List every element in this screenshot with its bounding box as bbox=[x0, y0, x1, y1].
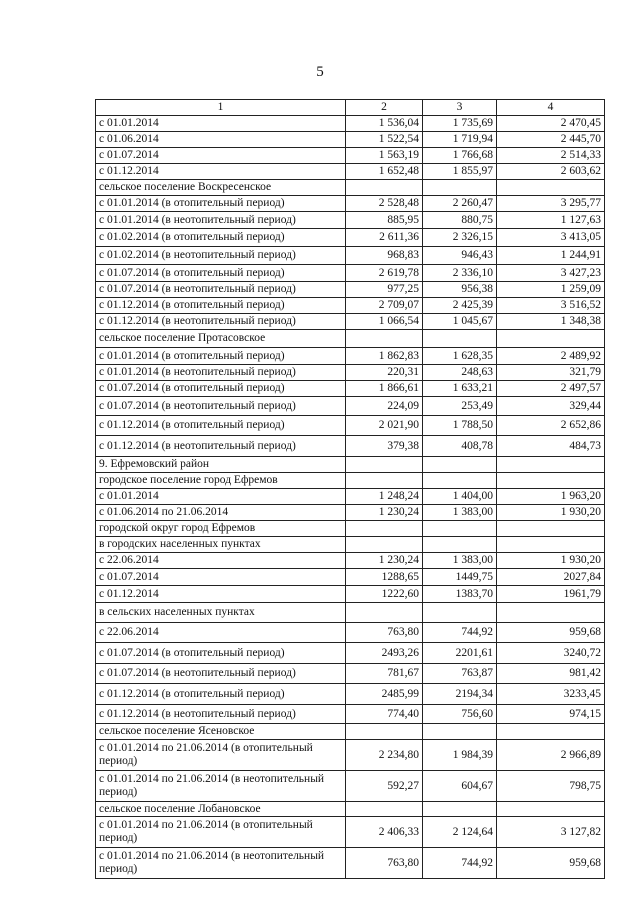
tariff-value bbox=[497, 473, 605, 489]
tariff-value: 1449,75 bbox=[423, 569, 497, 586]
tariff-value: 1 735,69 bbox=[423, 116, 497, 132]
tariff-value bbox=[423, 457, 497, 473]
tariff-value: 1 536,04 bbox=[346, 116, 423, 132]
tariff-value: 2 497,57 bbox=[497, 381, 605, 397]
tariff-value: 959,68 bbox=[497, 848, 605, 879]
tariff-value bbox=[346, 473, 423, 489]
page-number: 5 bbox=[316, 64, 324, 80]
table-row bbox=[96, 724, 605, 740]
tariff-value: 1288,65 bbox=[346, 569, 423, 586]
section-label: сельское поселение Воскресенское bbox=[96, 180, 346, 196]
tariff-value: 1 383,00 bbox=[423, 553, 497, 569]
tariff-value: 2027,84 bbox=[497, 569, 605, 586]
tariff-value: 974,15 bbox=[497, 705, 605, 724]
tariff-value: 321,79 bbox=[497, 365, 605, 381]
table-row bbox=[96, 330, 605, 348]
tariff-value: 763,80 bbox=[346, 623, 423, 643]
tariff-value: 1 855,97 bbox=[423, 164, 497, 180]
period-label: с 01.12.2014 bbox=[96, 164, 346, 180]
tariff-value: 1 127,63 bbox=[497, 212, 605, 229]
tariff-value: 885,95 bbox=[346, 212, 423, 229]
period-label: с 01.01.2014 (в неотопительный период) bbox=[96, 212, 346, 229]
tariff-value: 774,40 bbox=[346, 705, 423, 724]
tariff-value: 1 862,83 bbox=[346, 348, 423, 365]
tariff-value: 2 234,80 bbox=[346, 740, 423, 771]
tariff-value: 763,87 bbox=[423, 664, 497, 684]
tariff-value bbox=[497, 537, 605, 553]
tariff-table bbox=[95, 99, 605, 879]
table-row bbox=[96, 180, 605, 196]
table-row bbox=[96, 381, 605, 397]
table-row bbox=[96, 212, 605, 229]
period-label: с 01.12.2014 (в отопительный период) bbox=[96, 684, 346, 705]
tariff-value: 1 633,21 bbox=[423, 381, 497, 397]
table-row bbox=[96, 521, 605, 537]
period-label: с 01.07.2014 (в отопительный период) bbox=[96, 265, 346, 282]
tariff-value: 1 045,67 bbox=[423, 314, 497, 330]
tariff-value: 781,67 bbox=[346, 664, 423, 684]
tariff-value bbox=[497, 330, 605, 348]
tariff-value: 1 652,48 bbox=[346, 164, 423, 180]
tariff-value: 1 866,61 bbox=[346, 381, 423, 397]
period-label: с 01.12.2014 (в неотопительный период) bbox=[96, 314, 346, 330]
tariff-value: 484,73 bbox=[497, 436, 605, 457]
table-row bbox=[96, 457, 605, 473]
tariff-value: 3 127,82 bbox=[497, 817, 605, 848]
table-row bbox=[96, 365, 605, 381]
period-label: с 01.06.2014 bbox=[96, 132, 346, 148]
table-row bbox=[96, 802, 605, 817]
tariff-value: 2 709,07 bbox=[346, 298, 423, 314]
tariff-value bbox=[497, 802, 605, 817]
tariff-value: 220,31 bbox=[346, 365, 423, 381]
tariff-value: 2485,99 bbox=[346, 684, 423, 705]
tariff-value bbox=[423, 802, 497, 817]
tariff-value: 1383,70 bbox=[423, 586, 497, 603]
tariff-value: 798,75 bbox=[497, 771, 605, 802]
tariff-value: 2 021,90 bbox=[346, 416, 423, 436]
tariff-value: 1 563,19 bbox=[346, 148, 423, 164]
tariff-table-body bbox=[96, 100, 605, 879]
period-label: с 22.06.2014 bbox=[96, 623, 346, 643]
tariff-value: 763,80 bbox=[346, 848, 423, 879]
tariff-value: 2 445,70 bbox=[497, 132, 605, 148]
tariff-value: 1961,79 bbox=[497, 586, 605, 603]
tariff-value: 1 719,94 bbox=[423, 132, 497, 148]
tariff-value bbox=[423, 537, 497, 553]
table-row bbox=[96, 196, 605, 212]
tariff-value bbox=[346, 537, 423, 553]
tariff-value: 981,42 bbox=[497, 664, 605, 684]
tariff-value: 1 984,39 bbox=[423, 740, 497, 771]
tariff-value: 1 248,24 bbox=[346, 489, 423, 505]
table-row bbox=[96, 817, 605, 848]
tariff-value: 2 406,33 bbox=[346, 817, 423, 848]
table-row bbox=[96, 505, 605, 521]
tariff-value: 2 603,62 bbox=[497, 164, 605, 180]
tariff-value: 2 326,15 bbox=[423, 229, 497, 247]
table-row bbox=[96, 436, 605, 457]
tariff-value bbox=[423, 521, 497, 537]
section-label: 9. Ефремовский район bbox=[96, 457, 346, 473]
period-label: с 01.07.2014 bbox=[96, 569, 346, 586]
tariff-value bbox=[423, 330, 497, 348]
period-label: с 01.01.2014 (в неотопительный период) bbox=[96, 365, 346, 381]
tariff-value: 1 348,38 bbox=[497, 314, 605, 330]
tariff-value: 248,63 bbox=[423, 365, 497, 381]
tariff-value: 2 489,92 bbox=[497, 348, 605, 365]
tariff-value: 2 528,48 bbox=[346, 196, 423, 212]
section-label: сельское поселение Протасовское bbox=[96, 330, 346, 348]
table-row bbox=[96, 265, 605, 282]
tariff-value: 2 652,86 bbox=[497, 416, 605, 436]
tariff-value: 880,75 bbox=[423, 212, 497, 229]
table-row bbox=[96, 771, 605, 802]
tariff-value bbox=[423, 603, 497, 623]
tariff-value: 1 383,00 bbox=[423, 505, 497, 521]
table-row bbox=[96, 229, 605, 247]
tariff-value: 604,67 bbox=[423, 771, 497, 802]
tariff-value bbox=[423, 180, 497, 196]
table-header-row bbox=[96, 100, 605, 116]
period-label: с 01.07.2014 bbox=[96, 148, 346, 164]
tariff-value: 1 766,68 bbox=[423, 148, 497, 164]
tariff-value bbox=[497, 180, 605, 196]
period-label: с 01.07.2014 (в отопительный период) bbox=[96, 381, 346, 397]
period-label: с 01.12.2014 (в отопительный период) bbox=[96, 416, 346, 436]
table-row bbox=[96, 553, 605, 569]
table-row bbox=[96, 348, 605, 365]
tariff-value: 2 966,89 bbox=[497, 740, 605, 771]
tariff-value: 329,44 bbox=[497, 397, 605, 416]
period-label: с 22.06.2014 bbox=[96, 553, 346, 569]
tariff-value: 2 336,10 bbox=[423, 265, 497, 282]
tariff-value: 2 619,78 bbox=[346, 265, 423, 282]
period-label: с 01.01.2014 bbox=[96, 116, 346, 132]
tariff-value bbox=[346, 521, 423, 537]
period-label: с 01.07.2014 (в неотопительный период) bbox=[96, 282, 346, 298]
tariff-value: 756,60 bbox=[423, 705, 497, 724]
column-header: 1 bbox=[96, 100, 346, 116]
period-label: с 01.02.2014 (в неотопительный период) bbox=[96, 247, 346, 265]
tariff-value bbox=[346, 724, 423, 740]
tariff-value: 3 413,05 bbox=[497, 229, 605, 247]
table-row bbox=[96, 116, 605, 132]
period-label: с 01.07.2014 (в отопительный период) bbox=[96, 643, 346, 664]
tariff-value: 968,83 bbox=[346, 247, 423, 265]
tariff-value: 253,49 bbox=[423, 397, 497, 416]
section-label: сельское поселение Лобановское bbox=[96, 802, 346, 817]
tariff-value: 1 404,00 bbox=[423, 489, 497, 505]
section-label: городское поселение город Ефремов bbox=[96, 473, 346, 489]
tariff-value bbox=[497, 521, 605, 537]
tariff-value: 2 514,33 bbox=[497, 148, 605, 164]
tariff-value: 3233,45 bbox=[497, 684, 605, 705]
table-row bbox=[96, 684, 605, 705]
period-label: с 01.12.2014 bbox=[96, 586, 346, 603]
period-label: с 01.01.2014 (в отопительный период) bbox=[96, 348, 346, 365]
tariff-value: 1 522,54 bbox=[346, 132, 423, 148]
period-label: с 01.12.2014 (в неотопительный период) bbox=[96, 436, 346, 457]
tariff-value bbox=[346, 457, 423, 473]
period-label: с 01.12.2014 (в отопительный период) bbox=[96, 298, 346, 314]
table-row bbox=[96, 416, 605, 436]
section-label: в городских населенных пунктах bbox=[96, 537, 346, 553]
table-row bbox=[96, 603, 605, 623]
section-label: в сельских населенных пунктах bbox=[96, 603, 346, 623]
tariff-value: 977,25 bbox=[346, 282, 423, 298]
tariff-value: 2493,26 bbox=[346, 643, 423, 664]
table-row bbox=[96, 664, 605, 684]
table-row bbox=[96, 623, 605, 643]
tariff-value: 1 230,24 bbox=[346, 505, 423, 521]
tariff-value: 1 930,20 bbox=[497, 553, 605, 569]
tariff-value: 2 425,39 bbox=[423, 298, 497, 314]
table-row bbox=[96, 705, 605, 724]
tariff-value: 1222,60 bbox=[346, 586, 423, 603]
tariff-value bbox=[497, 724, 605, 740]
tariff-value: 1 788,50 bbox=[423, 416, 497, 436]
tariff-value: 3 295,77 bbox=[497, 196, 605, 212]
period-label: с 01.07.2014 (в неотопительный период) bbox=[96, 397, 346, 416]
table-row bbox=[96, 164, 605, 180]
table-row bbox=[96, 569, 605, 586]
tariff-value: 3 516,52 bbox=[497, 298, 605, 314]
tariff-value: 2194,34 bbox=[423, 684, 497, 705]
tariff-value: 2 611,36 bbox=[346, 229, 423, 247]
period-label: с 01.07.2014 (в неотопительный период) bbox=[96, 664, 346, 684]
tariff-value: 959,68 bbox=[497, 623, 605, 643]
table-row bbox=[96, 586, 605, 603]
table-row bbox=[96, 397, 605, 416]
tariff-value: 946,43 bbox=[423, 247, 497, 265]
tariff-value: 408,78 bbox=[423, 436, 497, 457]
period-label: с 01.01.2014 по 21.06.2014 (в отопительный период) bbox=[96, 817, 346, 848]
tariff-value: 1 244,91 bbox=[497, 247, 605, 265]
tariff-value: 2201,61 bbox=[423, 643, 497, 664]
tariff-value: 1 230,24 bbox=[346, 553, 423, 569]
column-header: 4 bbox=[497, 100, 605, 116]
tariff-value: 224,09 bbox=[346, 397, 423, 416]
table-row bbox=[96, 740, 605, 771]
period-label: с 01.01.2014 по 21.06.2014 (в неотопительный период) bbox=[96, 848, 346, 879]
table-row bbox=[96, 247, 605, 265]
tariff-value bbox=[423, 724, 497, 740]
tariff-value: 1 628,35 bbox=[423, 348, 497, 365]
tariff-value: 1 259,09 bbox=[497, 282, 605, 298]
tariff-value bbox=[497, 457, 605, 473]
tariff-value bbox=[346, 802, 423, 817]
table-row bbox=[96, 537, 605, 553]
tariff-value bbox=[423, 473, 497, 489]
period-label: с 01.01.2014 (в отопительный период) bbox=[96, 196, 346, 212]
tariff-value bbox=[346, 330, 423, 348]
table-row bbox=[96, 132, 605, 148]
tariff-value: 3 427,23 bbox=[497, 265, 605, 282]
period-label: с 01.01.2014 по 21.06.2014 (в отопительный период) bbox=[96, 740, 346, 771]
table-row bbox=[96, 282, 605, 298]
column-header: 2 bbox=[346, 100, 423, 116]
period-label: с 01.01.2014 bbox=[96, 489, 346, 505]
table-row bbox=[96, 314, 605, 330]
tariff-value: 1 930,20 bbox=[497, 505, 605, 521]
tariff-value: 956,38 bbox=[423, 282, 497, 298]
period-label: с 01.02.2014 (в отопительный период) bbox=[96, 229, 346, 247]
tariff-value: 379,38 bbox=[346, 436, 423, 457]
section-label: сельское поселение Ясеновское bbox=[96, 724, 346, 740]
tariff-value: 1 066,54 bbox=[346, 314, 423, 330]
tariff-value: 2 124,64 bbox=[423, 817, 497, 848]
table-row bbox=[96, 848, 605, 879]
tariff-value bbox=[497, 603, 605, 623]
table-row bbox=[96, 643, 605, 664]
period-label: с 01.06.2014 по 21.06.2014 bbox=[96, 505, 346, 521]
tariff-value: 1 963,20 bbox=[497, 489, 605, 505]
table-row bbox=[96, 489, 605, 505]
table-row bbox=[96, 473, 605, 489]
column-header: 3 bbox=[423, 100, 497, 116]
tariff-value: 744,92 bbox=[423, 623, 497, 643]
period-label: с 01.12.2014 (в неотопительный период) bbox=[96, 705, 346, 724]
tariff-value: 2 470,45 bbox=[497, 116, 605, 132]
tariff-value: 2 260,47 bbox=[423, 196, 497, 212]
tariff-value bbox=[346, 180, 423, 196]
table-row bbox=[96, 148, 605, 164]
tariff-value: 744,92 bbox=[423, 848, 497, 879]
period-label: с 01.01.2014 по 21.06.2014 (в неотопительный период) bbox=[96, 771, 346, 802]
tariff-value: 3240,72 bbox=[497, 643, 605, 664]
table-row bbox=[96, 298, 605, 314]
tariff-value bbox=[346, 603, 423, 623]
section-label: городской округ город Ефремов bbox=[96, 521, 346, 537]
tariff-value: 592,27 bbox=[346, 771, 423, 802]
